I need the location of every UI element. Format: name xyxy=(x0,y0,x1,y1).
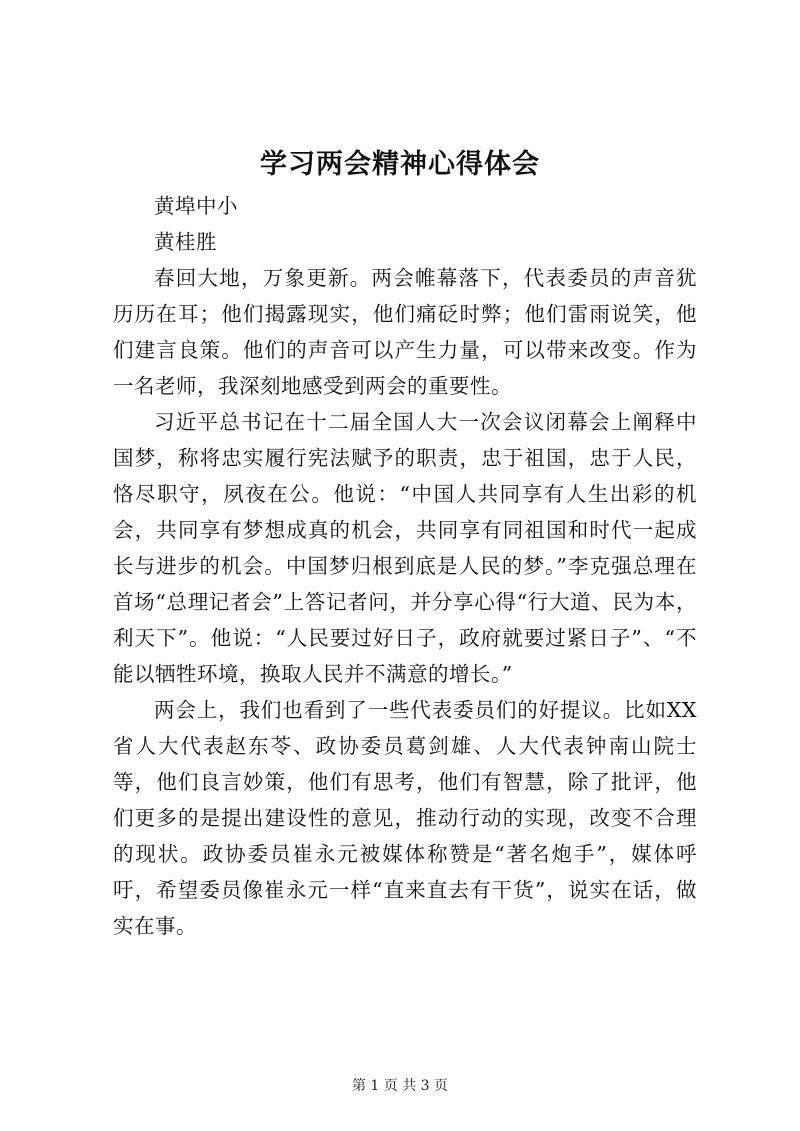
paragraph-3: 两会上，我们也看到了一些代表委员们的好提议。比如XX省人大代表赵东苓、政协委员葛剑雄、人大代表钟南山院士等，他们良言妙策，他们有思考，他们有智慧，除了批评，他们更多的是提出建设性的意见，推动行动的实现，改变不合理的现状。政协委员崔永元被媒体称赞是“著名炮手”，媒体呼吁，希望委员像崔永元一样“直来直去有干货”，说实在话，做实在事。 xyxy=(113,698,697,938)
paragraph-1: 春回大地，万象更新。两会帷幕落下，代表委员的声音犹历历在耳；他们揭露现实，他们痛砭时弊；他们雷雨说笑，他们建言良策。他们的声音可以产生力量，可以带来改变。作为一名老师，我深刻地感受到两会的重要性。 xyxy=(113,266,697,398)
school-name: 黄埠中小 xyxy=(154,194,238,218)
document-body xyxy=(113,188,697,944)
author-name: 黄桂胜 xyxy=(154,230,217,254)
document-title: 学习两会精神心得体会 xyxy=(260,149,540,180)
paragraph-2: 习近平总书记在十二届全国人大一次会议闭幕会上阐释中国梦，称将忠实履行宪法赋予的职责，忠于祖国，忠于人民，恪尽职守，夙夜在公。他说：“中国人共同享有人生出彩的机会，共同享有梦想成真的机会，共同享有同祖国和时代一起成长与进步的机会。中国梦归根到底是人民的梦。”李克强总理在首场“总理记者会”上答记者问，并分享心得“行大道、民为本，利天下”。他说：“人民要过好日子，政府就要过紧日子”、“不能以牺牲环境，换取人民并不满意的增长。” xyxy=(113,410,697,686)
page-footer: 第 1 页 共 3 页 xyxy=(351,1078,449,1094)
